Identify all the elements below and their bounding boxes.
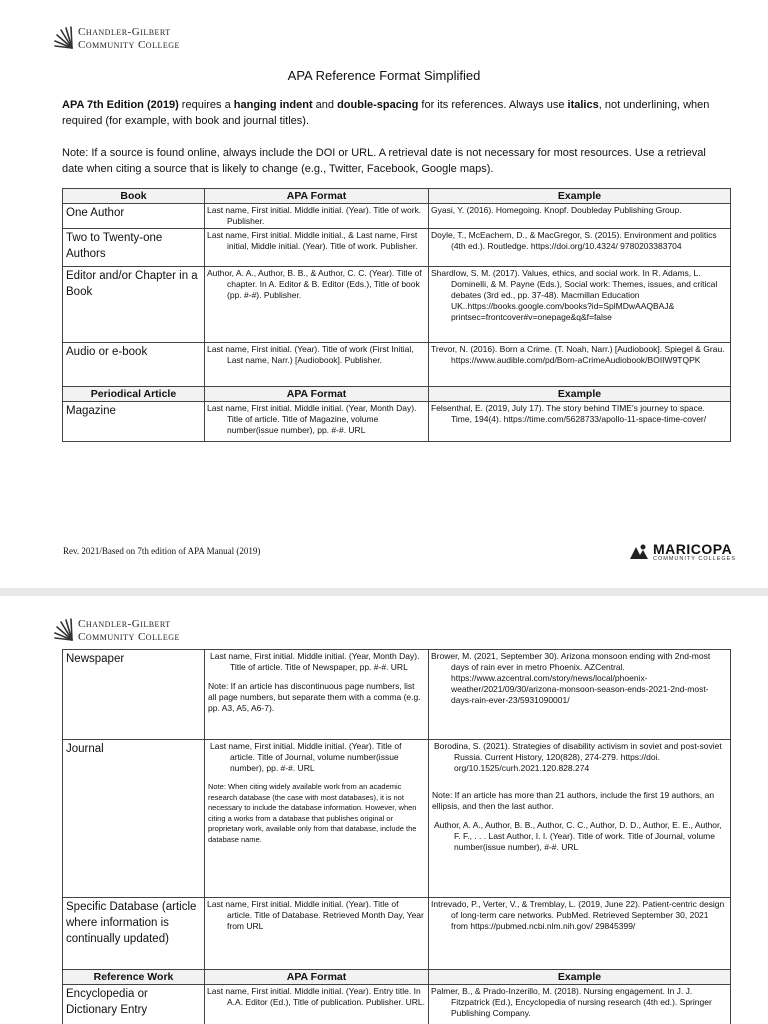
- row-example: Trevor, N. (2016). Born a Crime. (T. Noah, Narr.) [Audiobook]. Spiegel & Grau. https://www.audible.com/pd/Born-aCrimeAudiobook/BOIIW9TQPK: [429, 343, 731, 387]
- row-format: [205, 740, 429, 898]
- row-type: Specific Database (article where information is continually updated): [63, 898, 205, 970]
- reference-table-1: [62, 188, 731, 442]
- double-spacing-term: double-spacing: [337, 99, 419, 111]
- apa-edition: APA 7th Edition (2019): [62, 99, 179, 111]
- online-source-note: Note: If a source is found online, always include the DOI or URL. A retrieval date is not necessary for most resources. Use a retrieval date when citing a source that is likely to change (e.g., Twitter, Facebook, Google maps).: [62, 147, 706, 175]
- intro-text-2: and: [312, 99, 338, 111]
- col-header-example: Example: [429, 189, 731, 204]
- italics-term: italics: [567, 99, 599, 111]
- intro-text-4: , not underlining, when required (for example, with book and journal titles).: [62, 99, 710, 127]
- col-header-periodical: Periodical Article: [63, 387, 205, 402]
- row-example: Palmer, B., & Prado-Inzerillo, M. (2018). Nursing engagement. In J. J. Fitzpatrick (Ed.), Encyclopedia of nursing research (4th ed.). Springer Publishing Company.: [429, 985, 731, 1024]
- intro-text-3: for its references. Always use: [418, 99, 568, 111]
- table-row: [63, 985, 731, 1024]
- college-name-line2: Community College: [78, 39, 180, 51]
- intro-text-1: requires a: [178, 99, 234, 111]
- format-text: Last name, First initial. Middle initial. (Year). Title of article. Title of Journal, volume number(issue number), pp. #-#. URL: [210, 741, 402, 773]
- row-type: Journal: [63, 740, 205, 898]
- page-title: APA Reference Format Simplified: [287, 68, 481, 83]
- row-example: Doyle, T., McEachern, D., & MacGregor, S. (2015). Environment and politics (4th ed.). Routledge. https://doi.org/10.4324/ 9780203383704: [429, 229, 731, 267]
- row-format: Last name, First initial. Middle initial., & Last name, First initial, Middle initial. (Year). Title of work. Publisher.: [205, 229, 429, 267]
- revision-footer: Rev. 2021/Based on 7th edition of APA Manual (2019): [63, 546, 261, 556]
- table-row: [63, 267, 731, 343]
- format-note: Note: When citing widely available work from an academic research database (the case with most databases), it is not necessary to include the database information. However, when citing a works from a database that publishes original or proprietary work, available only from that database, include the database name.: [208, 782, 417, 844]
- college-name-line1: Chandler-Gilbert: [78, 26, 171, 38]
- example-text: Borodina, S. (2021). Strategies of disability activism in soviet and post-soviet Russia. Current History, 120(828), 274-279. https://doi. org/10.1525/curh.2021.120.828.274: [434, 741, 722, 773]
- row-example: [429, 740, 731, 898]
- row-example: Gyasi, Y. (2016). Homegoing. Knopf. Doubleday Publishing Group.: [429, 204, 731, 229]
- table-header-row: [63, 387, 731, 402]
- maricopa-name: MARICOPA: [653, 541, 733, 557]
- col-header-format: APA Format: [205, 970, 429, 985]
- table-header-row: [63, 189, 731, 204]
- col-header-reference: Reference Work: [63, 970, 205, 985]
- sunburst-logo-icon: [52, 618, 74, 644]
- row-type: Audio or e-book: [63, 343, 205, 387]
- table-row: [63, 343, 731, 387]
- row-type: Encyclopedia or Dictionary Entry: [63, 985, 205, 1024]
- row-type: Newspaper: [63, 650, 205, 740]
- col-header-format: APA Format: [205, 189, 429, 204]
- row-type: Editor and/or Chapter in a Book: [63, 267, 205, 343]
- table-row: [63, 229, 731, 267]
- sunburst-logo-icon: [52, 26, 74, 52]
- row-example: Brower, M. (2021, September 30). Arizona monsoon ending with 2nd-most days of rain ever in metro Phoenix. AZCentral. https://www.azcentral.com/story/news/local/phoenix-weather/2021/09/30/arizona-monsoon-season-ends-2021-2nd-most-days-rain-ever-23/5931090001/: [429, 650, 731, 740]
- maricopa-mark-icon: [628, 541, 650, 563]
- page-2: [0, 596, 768, 1024]
- table-row: [63, 402, 731, 442]
- row-format: Last name, First initial. Middle initial. (Year). Title of work. Publisher.: [205, 204, 429, 229]
- row-example: Shardlow, S. M. (2017). Values, ethics, and social work. In R. Adams, L. Dominelli, & M. Payne (Eds.), Social work: Themes, issues, and critical debates (3rd ed., pp. 37-48). Macmillan Education UK..https://books.google.com/books?id=SplMDwAAQBAJ& printsec=frontcover#v=onepage&q&f=false: [429, 267, 731, 343]
- reference-table-2: [62, 649, 731, 1024]
- row-format: Last name, First initial. (Year). Title of work (First Initial, Last name, Narr.) [Audiobook]. Publisher.: [205, 343, 429, 387]
- college-logo: [52, 26, 180, 52]
- row-type: One Author: [63, 204, 205, 229]
- table-row: [63, 898, 731, 970]
- table-row: [63, 740, 731, 898]
- row-example: Intrevado, P., Verter, V., & Tremblay, L. (2019, June 22). Patient-centric design of long-term care networks. PubMed. Retrieved September 30, 2021 from https://pubmed.ncbi.nlm.nih.gov/ 29845399/: [429, 898, 731, 970]
- row-format: Last name, First initial. Middle initial. (Year). Entry title. In A.A. Editor (Ed.), Title of publication. Publisher. URL.: [205, 985, 429, 1024]
- row-format: [205, 650, 429, 740]
- format-text: Last name, First initial. Middle initial. (Year, Month Day). Title of article. Title of Newspaper, pp. #-#. URL: [210, 651, 420, 672]
- table-header-row: [63, 970, 731, 985]
- col-header-example: Example: [429, 970, 731, 985]
- col-header-book: Book: [63, 189, 205, 204]
- row-type: Two to Twenty-one Authors: [63, 229, 205, 267]
- format-note: Note: If an article has discontinuous page numbers, list all page numbers, but separate them with a comma (e.g. pp. A3, A5, A6-7).: [208, 681, 421, 713]
- col-header-example: Example: [429, 387, 731, 402]
- maricopa-logo: [628, 541, 736, 563]
- college-logo: [52, 618, 180, 644]
- example-text-2: Author, A. A., Author, B. B., Author, C. C., Author, D. D., Author, E. E., Author, F. F., . . . Last Author, I. I. (Year). Title of work. Title of Journal, volume number(issue number), #-#. URL: [434, 820, 722, 852]
- table-row: [63, 650, 731, 740]
- row-format: Last name, First initial. Middle initial. (Year, Month Day). Title of article. Title of Magazine, volume number(issue number), pp. #-#. URL: [205, 402, 429, 442]
- college-name-line2: Community College: [78, 631, 180, 643]
- row-format: Author, A. A., Author, B. B., & Author, C. C. (Year). Title of chapter. In A. Editor & B. Editor (Eds.), Title of book (pp. #-#). Publisher.: [205, 267, 429, 343]
- hanging-indent-term: hanging indent: [233, 99, 313, 111]
- row-example: Felsenthal, E. (2019, July 17). The story behind TIME's journey to space. Time, 194(4). https://time.com/5628733/apollo-11-space-time-cover/: [429, 402, 731, 442]
- college-name-line1: Chandler-Gilbert: [78, 618, 171, 630]
- table-row: [63, 204, 731, 229]
- row-type: Magazine: [63, 402, 205, 442]
- row-format: Last name, First initial. Middle initial. (Year). Title of article. Title of Database. Retrieved Month Day, Year from URL: [205, 898, 429, 970]
- col-header-format: APA Format: [205, 387, 429, 402]
- maricopa-subtitle: COMMUNITY COLLEGES: [653, 556, 736, 562]
- intro-paragraph: [62, 97, 726, 129]
- example-note: Note: If an article has more than 21 authors, include the first 19 authors, an ellipsis, and then the last author.: [432, 790, 715, 811]
